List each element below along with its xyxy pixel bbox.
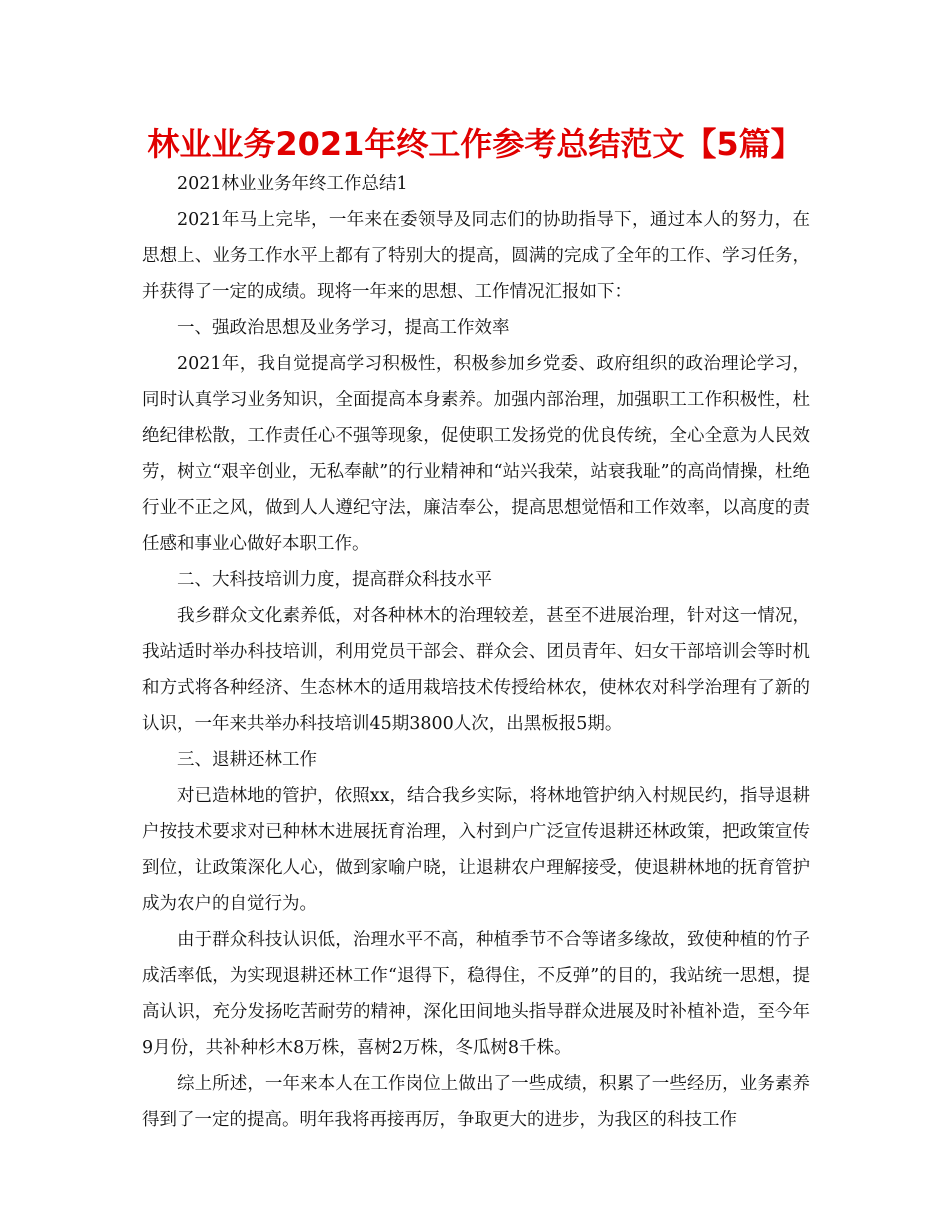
document-body <box>142 166 810 1138</box>
paragraph: 综上所述，一年来本人在工作岗位上做出了一些成绩，积累了一些经历，业务素养得到了一定的提高。明年我将再接再厉，争取更大的进步，为我区的科技工作 <box>142 1074 810 1130</box>
section-heading: 2021林业业务年终工作总结1 <box>177 174 408 194</box>
section-heading: 二、大科技培训力度，提高群众科技水平 <box>177 570 492 590</box>
section-heading: 三、退耕还林工作 <box>177 750 317 770</box>
paragraph: 我乡群众文化素养低，对各种林木的治理较差，甚至不进展治理，针对这一情况，我站适时举办科技培训，利用党员干部会、群众会、团员青年、妇女干部培训会等时机和方式将各种经济、生态林木的适用栽培技术传授给林农，使林农对科学治理有了新的认识，一年来共举办科技培训45期3800人次，出黑板报5期。 <box>142 606 810 734</box>
paragraph: 2021年马上完毕，一年来在委领导及同志们的协助指导下，通过本人的努力，在思想上、业务工作水平上都有了特别大的提高，圆满的完成了全年的工作、学习任务，并获得了一定的成绩。现将一年来的思想、工作情况汇报如下： <box>142 210 810 302</box>
paragraph: 由于群众科技认识低，治理水平不高，种植季节不合等诸多缘故，致使种植的竹子成活率低，为实现退耕还林工作“退得下，稳得住，不反弹”的目的，我站统一思想，提高认识，充分发扬吃苦耐劳的精神，深化田间地头指导群众进展及时补植补造，至今年9月份，共补种杉木8万株，喜树2万株，冬瓜树8千株。 <box>142 930 810 1058</box>
document-title: 林业业务2021年终工作参考总结范文【5篇】 <box>147 125 803 163</box>
paragraph: 2021年，我自觉提高学习积极性，积极参加乡党委、政府组织的政治理论学习，同时认真学习业务知识，全面提高本身素养。加强内部治理，加强职工工作积极性，杜绝纪律松散，工作责任心不强等现象，促使职工发扬党的优良传统，全心全意为人民效劳，树立“艰辛创业，无私奉献”的行业精神和“站兴我荣，站衰我耻”的高尚情操，杜绝行业不正之风，做到人人遵纪守法，廉洁奉公，提高思想觉悟和工作效率，以高度的责任感和事业心做好本职工作。 <box>142 354 810 554</box>
section-heading: 一、强政治思想及业务学习，提高工作效率 <box>177 318 510 338</box>
paragraph: 对已造林地的管护，依照xx，结合我乡实际，将林地管护纳入村规民约，指导退耕户按技术要求对已种林木进展抚育治理，入村到户广泛宣传退耕还林政策，把政策宣传到位，让政策深化人心，做到家喻户晓，让退耕农户理解接受，使退耕林地的抚育管护成为农户的自觉行为。 <box>142 786 810 914</box>
